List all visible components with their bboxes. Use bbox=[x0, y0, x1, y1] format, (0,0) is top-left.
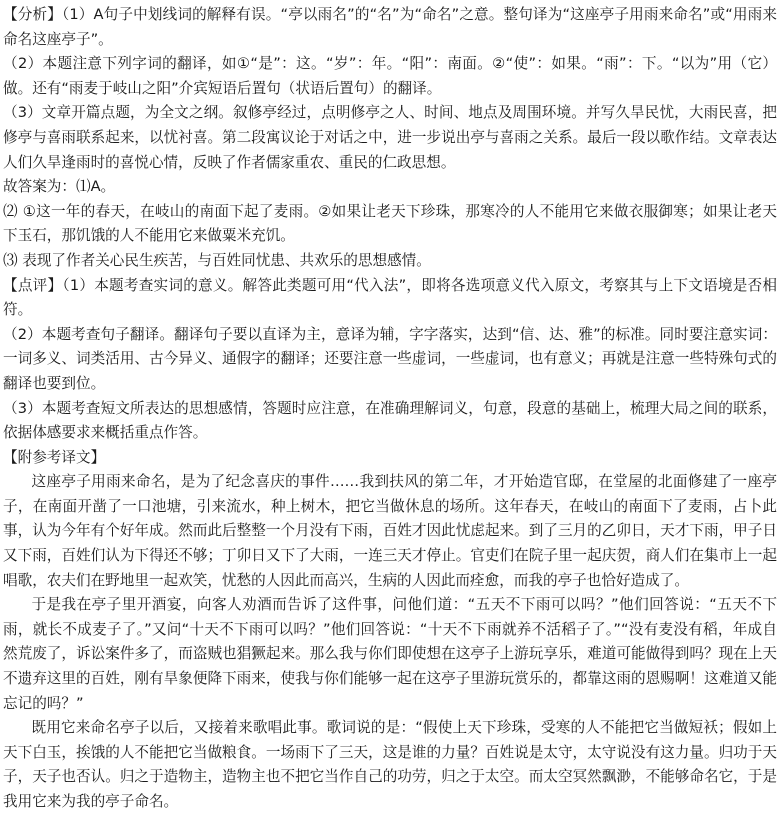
translation-paragraph-3: 既用它来命名亭子以后，又接着来歌唱此事。歌词说的是：“假使上天下珍珠，受寒的人不能把它当做短袄；假如上天下白玉，挨饿的人不能把它当做粮食。一场雨下了三天，这是谁的力量？百姓说是太守，太守说没有这力量。归功于天子，天子也否认。归之于造物主，造物主也不把它当作自己的功劳，归之于太空。而太空冥然飘渺，不能够命名它，于是我用它来为我的亭子命名。 bbox=[3, 719, 777, 810]
answer-3: ⑶ 表现了作者关心民生疾苦，与百姓同忧患、共欢乐的思想感情。 bbox=[3, 251, 431, 269]
analysis-point-3: （3）文章开篇点题，为全文之纲。叙修亭经过，点明修亭之人、时间、地点及周围环境。并写久旱民忧，大雨民喜，把修亭与喜雨联系起来，以忧衬喜。第二段寓议论于对话之中，进一步说出亭与喜雨之关系。最后一段以歌作结。文章表达人们久旱逢雨时的喜悦心情，反映了作者儒家重农、重民的仁政思想。 bbox=[3, 104, 777, 171]
answer-2: ⑵ ①这一年的春天，在岐山的南面下起了麦雨。②如果让老天下珍珠，那寒冷的人不能用它来做衣服御寒；如果让老天下玉石，那饥饿的人不能用它来做粟米充饥。 bbox=[3, 202, 777, 245]
comment-point-3: （3）本题考查短文所表达的思想感情，答题时应注意，在准确理解词义，句意，段意的基础上，梳理大局之间的联系，依据体感要求来概括重点作答。 bbox=[3, 399, 777, 442]
analysis-point-1: 【分析】（1）A句子中划线词的解释有误。“亭以雨名”的“名”为“命名”之意。整句译为“这座亭子用雨来命名”或“用雨来命名这座亭子”。 bbox=[3, 6, 777, 48]
analysis-point-2: （2）本题注意下列字词的翻译，如①“是”：这。“岁”：年。“阳”：南面。②“使”：如果。“雨”：下。“以为”用（它）做。还有“雨麦于岐山之阳”介宾短语后置句（状语后置句）的翻译。 bbox=[3, 55, 777, 97]
comment-point-1: 【点评】（1）本题考查实词的意义。解答此类题可用“代入法”，即将各选项意义代入原文，考察其与上下文语境是否相符。 bbox=[3, 276, 777, 319]
translation-heading: 【附参考译文】 bbox=[3, 448, 106, 466]
translation-paragraph-2: 于是我在亭子里开酒宴，向客人劝酒而告诉了这件事，问他们道：“五天不下雨可以吗？”他们回答说：“五天不下雨，就长不成麦子了。”又问“十天不下雨可以吗？”他们回答说：“十天不下雨就养不活稻子了。”“没有麦没有稻，年成自然荒废了，诉讼案件多了，而盗贼也猖獗起来。那么我与你们即使想在这亭子上游玩享乐，难道可能做得到吗？现在上天不遗弃这里的百姓，刚有旱象便降下雨来，使我与你们能够一起在这亭子里游玩赏乐的，都靠这雨的恩赐啊！这难道又能忘记的吗？” bbox=[3, 596, 777, 712]
translation-paragraph-1: 这座亭子用雨来命名，是为了纪念喜庆的事件……我到扶风的第二年，才开始造官邸，在堂屋的北面修建了一座亭子，在南面开凿了一口池塘，引来流水，种上树木，把它当做休息的场所。这年春天，在岐山的南面下了麦雨，占卜此事，认为今年有个好年成。然而此后整整一个月没有下雨，百姓才因此忧虑起来。到了三月的乙卯日，天才下雨，甲子日又下雨，百姓们认为下得还不够；丁卯日又下了大雨，一连三天才停止。官吏们在院子里一起庆贺，商人们在集市上一起唱歌，农夫们在野地里一起欢笑，忧愁的人因此而高兴，生病的人因此而痊愈，而我的亭子也恰好造成了。 bbox=[3, 473, 777, 589]
comment-point-2: （2）本题考查句子翻译。翻译句子要以直译为主，意译为辅，字字落实，达到“信、达、雅”的标准。同时要注意实词：一词多义、词类活用、古今异义、通假字的翻译；还要注意一些虚词，一些虚词，也有意义；再就是注意一些特殊句式的翻译也要到位。 bbox=[3, 325, 777, 392]
answer-1: 故答案为：⑴A。 bbox=[3, 178, 116, 196]
